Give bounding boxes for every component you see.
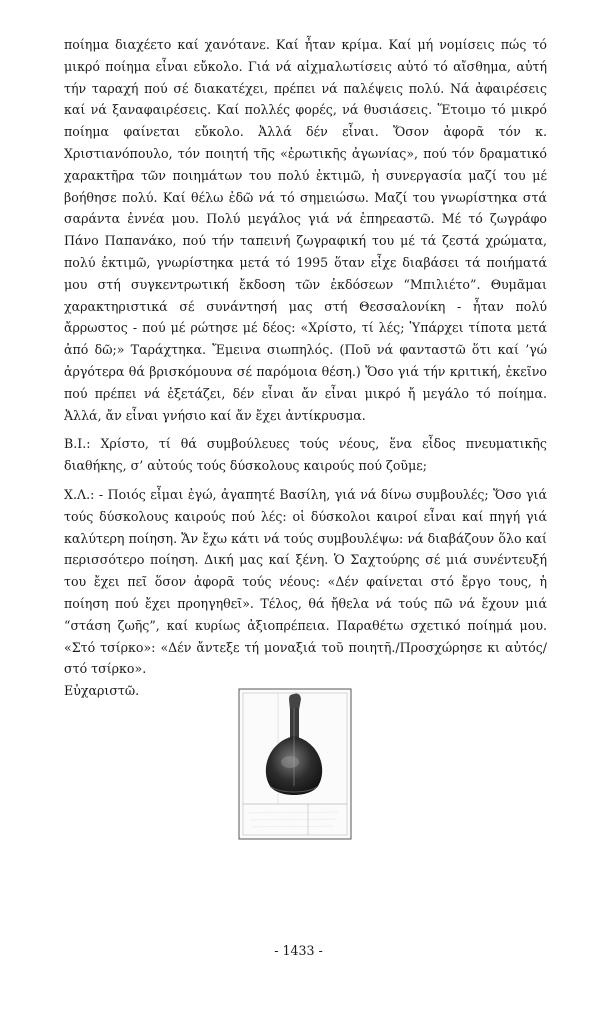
paragraph-3: Χ.Λ.: - Ποιός εἶμαι ἐγώ, ἀγαπητέ Βασίλη, γιά νά δίνω συμβουλές; Ὅσο γιά τούς δύσκολους καιρούς πού λές: οἱ δύσκολοι καιροί εἶναι καί πηγή γιά καλύτερη ποίηση. Ἄν ἔχω κάτι νά τούς συμβουλέψω: νά διαβάζουν ὅλο καί περισσότερο ποίηση. Δική μας καί ξένη. Ὁ Σαχτούρης σέ μιά συνέντευξή του ἔχει πεῖ ὅσον ἀφορᾶ τούς νέους: «Δέν φαίνεται στό ἔργο τους, ἡ ποίηση πού ἔχει προηγηθεῖ». Τέλος, θά ἤθελα νά τούς πῶ νά ἔχουν μιά “στάση ζωῆς”, καί κυρίως ἀξιοπρέπεια. Παραθέτω σχετικό ποίημά μου. «Στό τσίρκο»: «Δέν ἄντεξε τή μοναξιά τοῦ ποιητῆ./Προσχώρησε κι αὐτός/στό τσίρκο». bbox=[64, 486, 547, 677]
paragraph-2: Β.Ι.: Χρίστο, τί θά συμβούλευες τούς νέους, ἕνα εἶδος πνευματικῆς διαθήκης, σ’ αὐτούς τούς δύσκολους καιρούς πού ζοῦμε; bbox=[64, 436, 547, 474]
paragraph-1: ποίημα διαχέετο καί χανότανε. Καί ἦταν κρίμα. Καί μή νομίσεις πώς τό μικρό ποίημα εἶναι εὔκολο. Γιά νά αἰχμαλωτίσεις αὐτό τό αἴσθημα, αὐτή τήν ταραχή πού σέ διακατέχει, πρέπει νά παλέψεις πολύ. Νά ἀφαιρέσεις καί νά ξαναφαιρέσεις. Καί πολλές φορές, νά θυσιάσεις. Ἕτοιμο τό μικρό ποίημα φαίνεται εὔκολο. Ἀλλά δέν εἶναι. Ὅσον ἀφορᾶ τόν κ. Χριστιανόπουλο, τόν ποιητή τῆς «ἐρωτικῆς ἀγωνίας», πού τόν δραματικό χαρακτῆρα τῶν ποιημάτων του πολύ ἐκτιμῶ, ἡ συνεργασία μαζί του μέ βοήθησε πολύ. Καί θέλω ἐδῶ νά τό σημειώσω. Μαζί του γνωρίστηκα στά σαράντα ἐννέα μου. Πολύ μεγάλος γιά νά ἐπηρεαστῶ. Μέ τό ζωγράφο Πάνο Παπανάκο, πού τήν ταπεινή ζωγραφική του μέ τά ζεστά χρώματα, πολύ ἐκτιμῶ, γνωρίστηκα μετά τό 1995 ὅταν εἶχε διαβάσει τά ποιήματά μου στή συγκεντρωτική ἔκδοση τῶν ἐκδόσεων “Μπιλιέτο”. Θυμᾶμαι χαρακτηριστικά σέ συνάντησή μας στή Θεσσαλονίκη - ἦταν πολύ ἄρρωστος - πού μέ ρώτησε μέ δέος: «Χρίστο, τί λές; Ὑπάρχει τίποτα μετά ἀπό δῶ;» Ταράχτηκα. Ἔμεινα σιωπηλός. (Ποῦ νά φανταστῶ ὅτι καί ’γώ ἀργότερα θά βρισκόμουνα σέ παρόμοια θέση.) Ὅσο γιά τήν κριτική, ἐκεῖνο πού πρέπει νά ἐξετάζει, δέν εἶναι ἄν εἶναι μικρό ἤ μεγάλο τό ποίημα. Ἀλλά, ἄν εἶναι γνήσιο καί ἄν ἔχει ἀντίκρυσμα. bbox=[64, 37, 547, 423]
closing-line: Εὐχαριστῶ. bbox=[64, 683, 140, 699]
page-number: - 1433 - bbox=[274, 943, 323, 958]
lute-drawing-icon bbox=[238, 688, 352, 840]
article-text bbox=[64, 34, 547, 702]
